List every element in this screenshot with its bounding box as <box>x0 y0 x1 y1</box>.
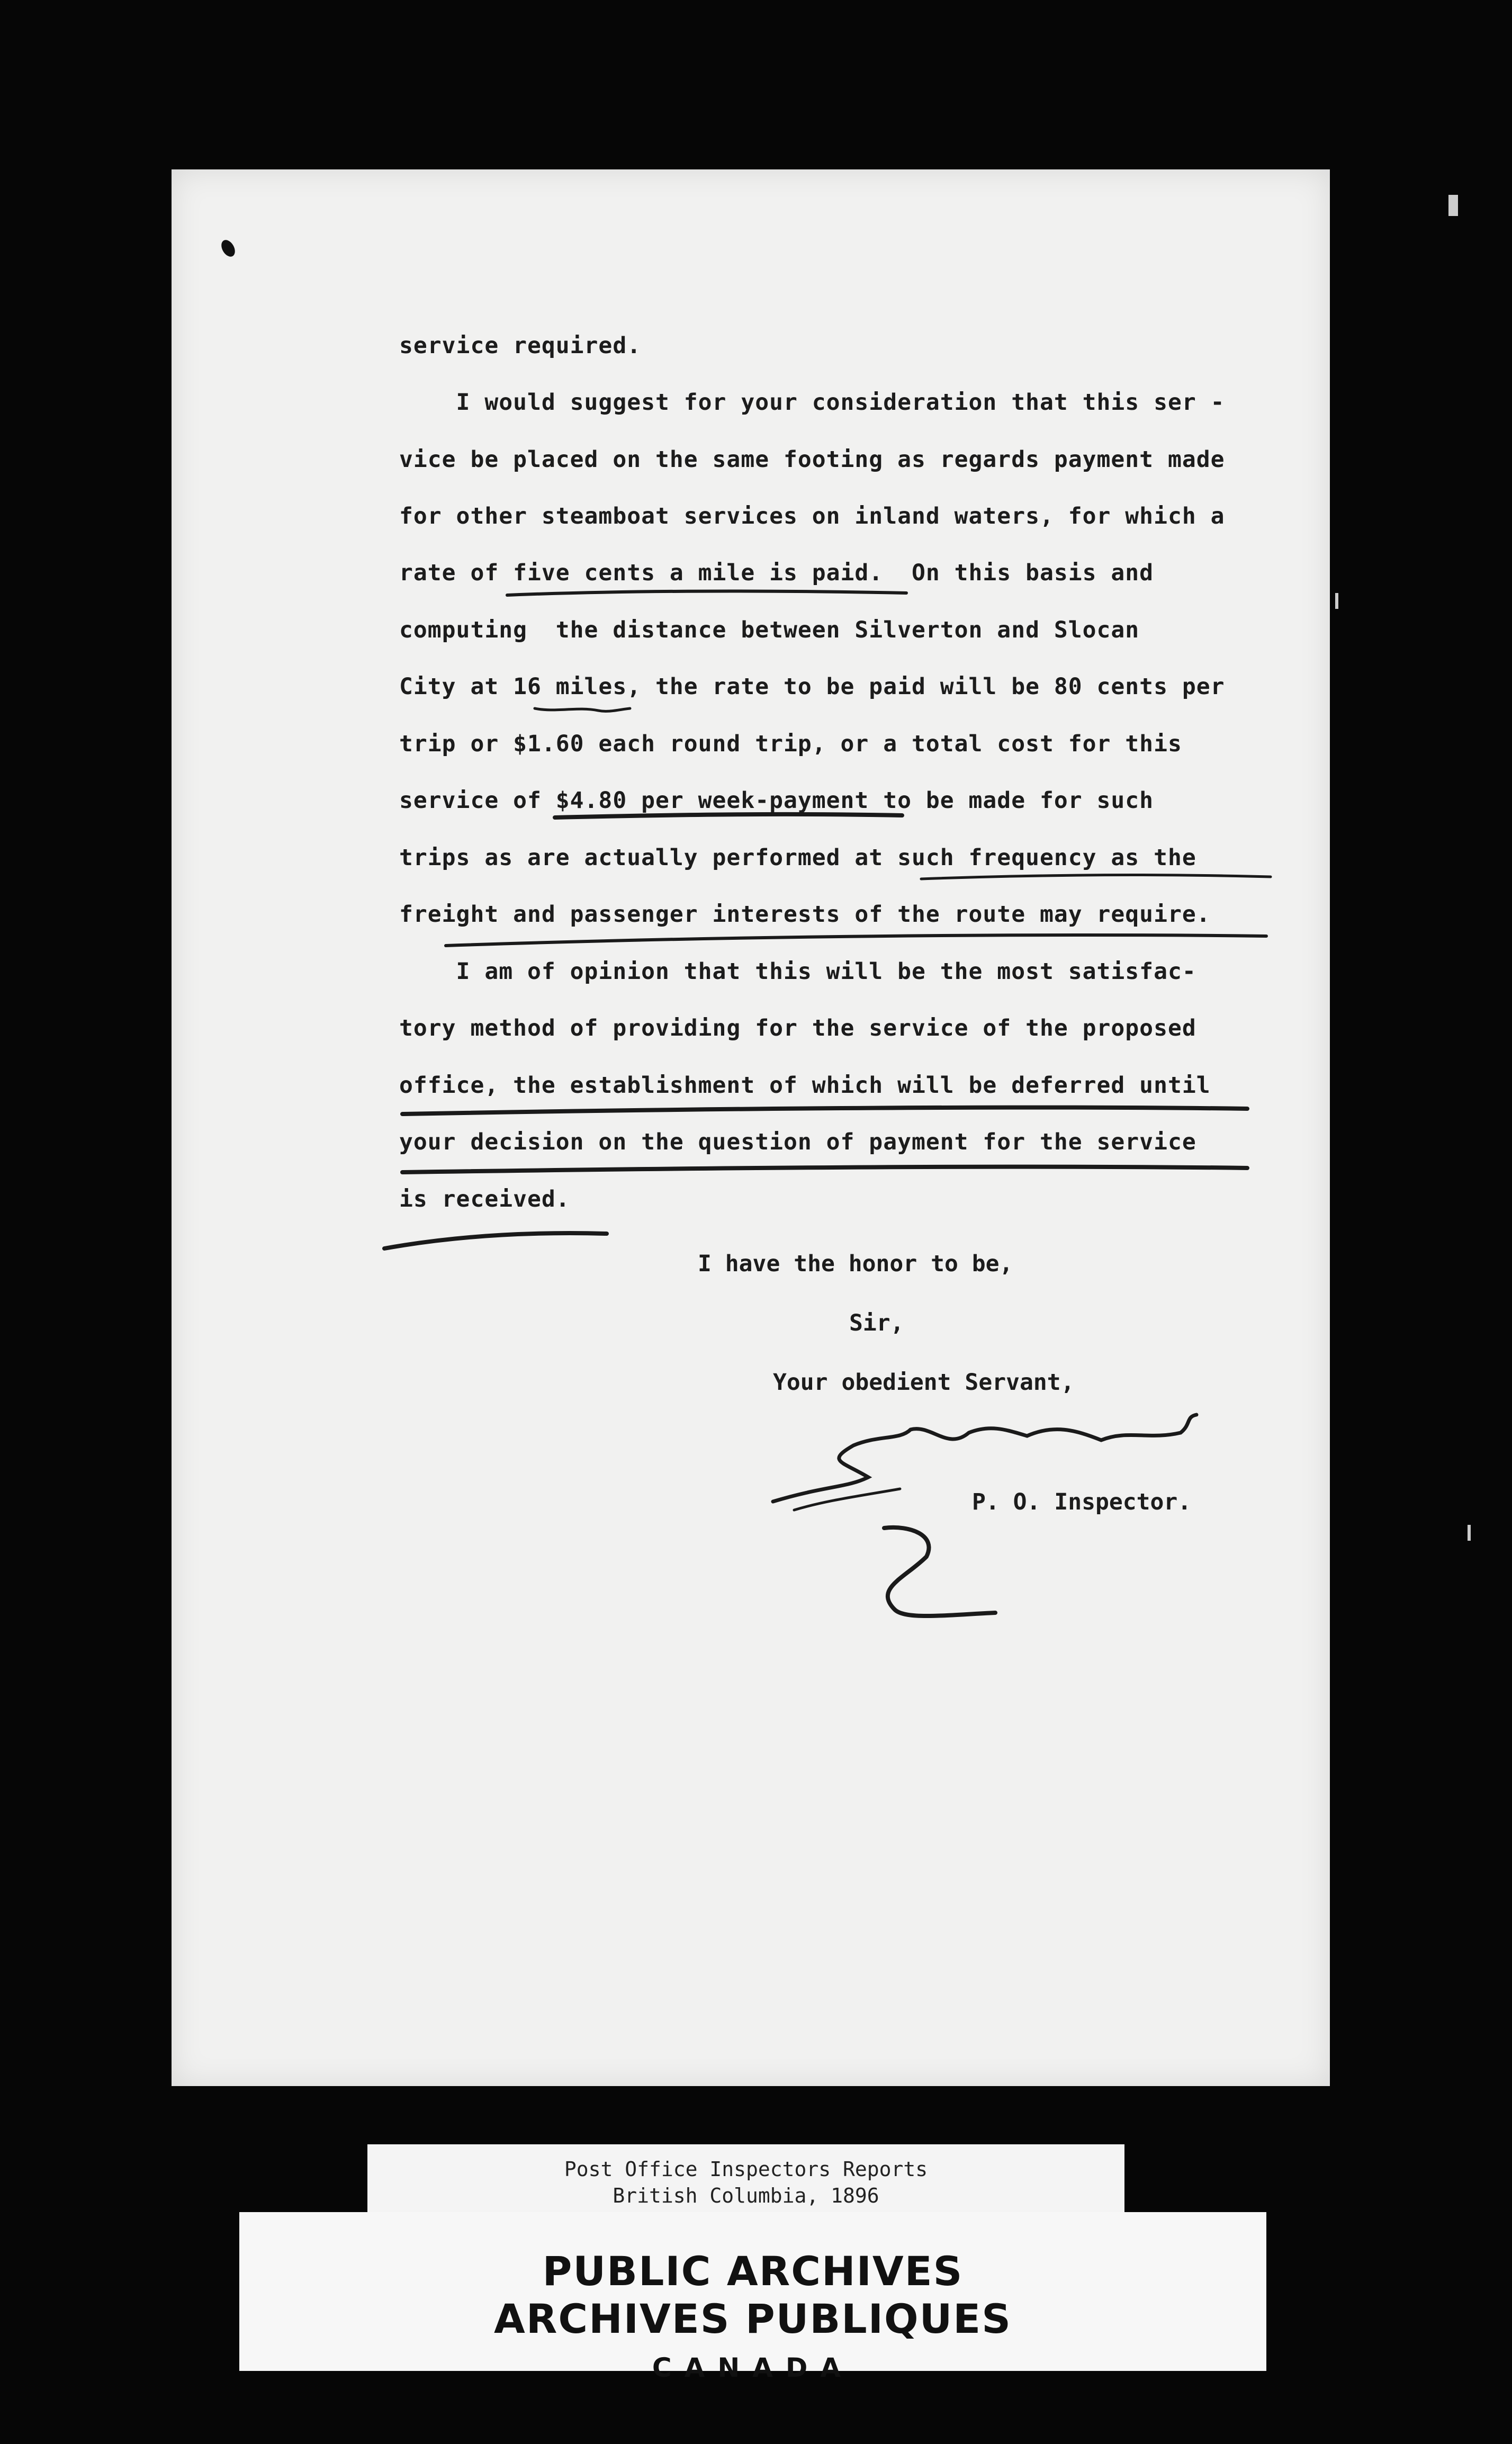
underline-sixteen-miles <box>535 708 630 711</box>
letter-line: freight and passenger interests of the route may require. <box>399 901 1211 928</box>
edge-notch <box>1448 195 1458 216</box>
letter-line: computing the distance between Silverton and Slocan <box>399 617 1140 643</box>
closing-salutation: Sir, <box>849 1310 904 1336</box>
underline-received <box>384 1233 607 1248</box>
underline-route <box>446 935 1266 946</box>
archive-name-french: ARCHIVES PUBLIQUES <box>494 2295 1012 2342</box>
letter-line: tory method of providing for the service of the proposed <box>399 1015 1196 1041</box>
edge-notch <box>1468 1525 1471 1541</box>
underline-deferred <box>402 1108 1247 1114</box>
letter-line: for other steamboat services on inland waters, for which a <box>399 503 1225 529</box>
collection-name: Post Office Inspectors Reports <box>564 2158 928 2181</box>
letter-line: service required. <box>399 333 642 359</box>
letter-line: vice be placed on the same footing as regards payment made <box>399 446 1225 473</box>
letter-line: rate of five cents a mile is paid. On this basis and <box>399 560 1154 586</box>
letter-line: City at 16 miles, the rate to be paid will be 80 cents per <box>399 673 1225 700</box>
closing-servant: Your obedient Servant, <box>773 1369 1075 1396</box>
underline-weekly-cost <box>555 814 902 817</box>
pen-mark <box>884 1528 995 1616</box>
collection-region-year: British Columbia, 1896 <box>613 2184 879 2207</box>
edge-notch <box>1335 593 1338 609</box>
signature <box>773 1415 1196 1502</box>
letter-line: your decision on the question of payment for the service <box>399 1129 1196 1155</box>
letter-line: is received. <box>399 1186 570 1212</box>
closing-honor: I have the honor to be, <box>698 1251 1013 1277</box>
letter-line: trip or $1.60 each round trip, or a total cost for this <box>399 731 1182 757</box>
letter-line: I would suggest for your consideration that this ser - <box>399 389 1225 416</box>
underline-five-cents <box>507 591 906 595</box>
letter-line: office, the establishment of which will be deferred until <box>399 1072 1211 1099</box>
underline-decision <box>402 1167 1247 1172</box>
letter-line: trips as are actually performed at such frequency as the <box>399 844 1196 871</box>
letter-line: service of $4.80 per week-payment to be made for such <box>399 787 1154 814</box>
underline-frequency <box>921 875 1271 879</box>
archive-name-english: PUBLIC ARCHIVES <box>542 2248 964 2295</box>
letter-line: I am of opinion that this will be the most satisfac- <box>399 958 1196 985</box>
archive-stamp <box>239 2212 1266 2383</box>
archive-country: CANADA <box>652 2352 854 2383</box>
signatory-title: P. O. Inspector. <box>972 1489 1192 1515</box>
